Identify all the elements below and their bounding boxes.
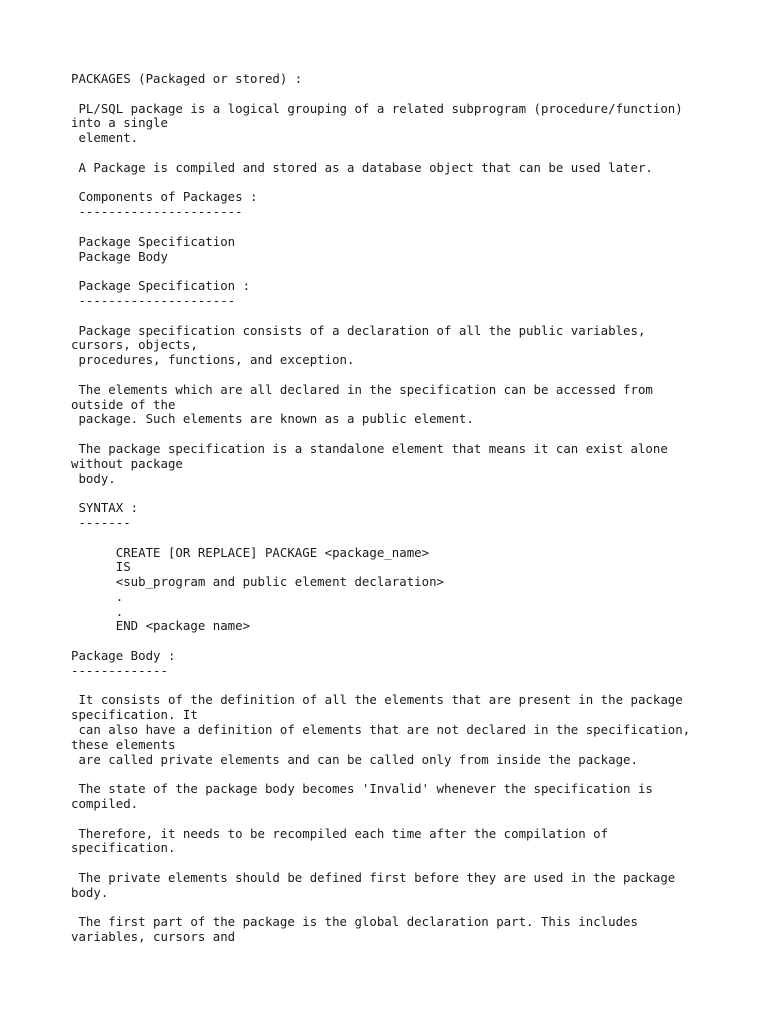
doc-line: The state of the package body becomes 'Invalid' whenever the specification is bbox=[71, 781, 653, 797]
doc-line: specification. bbox=[71, 840, 176, 856]
doc-line-blank bbox=[71, 264, 751, 279]
doc-line-blank bbox=[71, 679, 751, 694]
doc-line: element. bbox=[71, 130, 139, 146]
code-line: CREATE [OR REPLACE] PACKAGE <package_name> bbox=[71, 544, 430, 560]
doc-heading-syntax: SYNTAX : bbox=[71, 500, 139, 516]
doc-line: are called private elements and can be called only from inside the package. bbox=[71, 751, 638, 767]
doc-line: Therefore, it needs to be recompiled each time after the compilation of bbox=[71, 825, 609, 841]
doc-line-blank bbox=[71, 176, 751, 191]
doc-line-title: PACKAGES (Packaged or stored) : bbox=[71, 71, 303, 86]
doc-line: Package Specification bbox=[71, 233, 236, 249]
doc-line: outside of the bbox=[71, 396, 176, 412]
code-line: . bbox=[71, 588, 124, 604]
doc-line: body. bbox=[71, 884, 109, 900]
doc-rule: ------- bbox=[71, 514, 131, 530]
code-line: <sub_program and public element declaration> bbox=[71, 574, 444, 590]
doc-line-blank bbox=[71, 427, 751, 442]
doc-line: PL/SQL package is a logical grouping of a related subprogram (procedure/function) bbox=[71, 100, 683, 116]
doc-line-blank bbox=[71, 856, 751, 871]
doc-rule: ---------------------- bbox=[71, 204, 243, 220]
code-line: . bbox=[71, 603, 124, 619]
doc-line-blank bbox=[71, 634, 751, 649]
doc-line: variables, cursors and bbox=[71, 929, 236, 945]
doc-line: procedures, functions, and exception. bbox=[71, 352, 355, 368]
doc-line-blank bbox=[71, 220, 751, 235]
doc-rule: --------------------- bbox=[71, 292, 236, 308]
doc-rule: ------------- bbox=[71, 662, 168, 678]
doc-line: The first part of the package is the global declaration part. This includes bbox=[71, 914, 638, 930]
doc-line-blank bbox=[71, 368, 751, 383]
doc-line: It consists of the definition of all the elements that are present in the package bbox=[71, 692, 683, 708]
doc-line-blank bbox=[71, 767, 751, 782]
doc-line: can also have a definition of elements that are not declared in the specification, bbox=[71, 722, 691, 738]
doc-line-blank bbox=[71, 812, 751, 827]
doc-line: into a single bbox=[71, 115, 168, 131]
doc-line: body. bbox=[71, 470, 116, 486]
doc-line: The package specification is a standalone element that means it can exist alone bbox=[71, 440, 668, 456]
doc-line-blank bbox=[71, 531, 751, 546]
doc-line: The elements which are all declared in the specification can be accessed from bbox=[71, 381, 653, 397]
doc-line-blank bbox=[71, 146, 751, 161]
doc-line-blank bbox=[71, 309, 751, 324]
doc-heading-body: Package Body : bbox=[71, 648, 176, 664]
doc-line-blank bbox=[71, 486, 751, 501]
doc-line: these elements bbox=[71, 736, 176, 752]
doc-heading-components: Components of Packages : bbox=[71, 189, 258, 205]
document-text bbox=[71, 72, 751, 945]
doc-line: A Package is compiled and stored as a database object that can be used later. bbox=[71, 159, 653, 175]
doc-line-blank bbox=[71, 901, 751, 916]
code-line: IS bbox=[71, 559, 131, 575]
doc-line: The private elements should be defined first before they are used in the package bbox=[71, 870, 676, 886]
doc-heading-specification: Package Specification : bbox=[71, 278, 251, 294]
doc-line: Package specification consists of a declaration of all the public variables, bbox=[71, 322, 646, 338]
doc-line-blank bbox=[71, 87, 751, 102]
doc-line: cursors, objects, bbox=[71, 337, 198, 353]
doc-line: Package Body bbox=[71, 248, 168, 264]
doc-line: specification. It bbox=[71, 707, 198, 723]
doc-line: without package bbox=[71, 455, 183, 471]
code-line: END <package name> bbox=[71, 618, 251, 634]
doc-line: compiled. bbox=[71, 796, 139, 812]
doc-line: package. Such elements are known as a public element. bbox=[71, 411, 474, 427]
